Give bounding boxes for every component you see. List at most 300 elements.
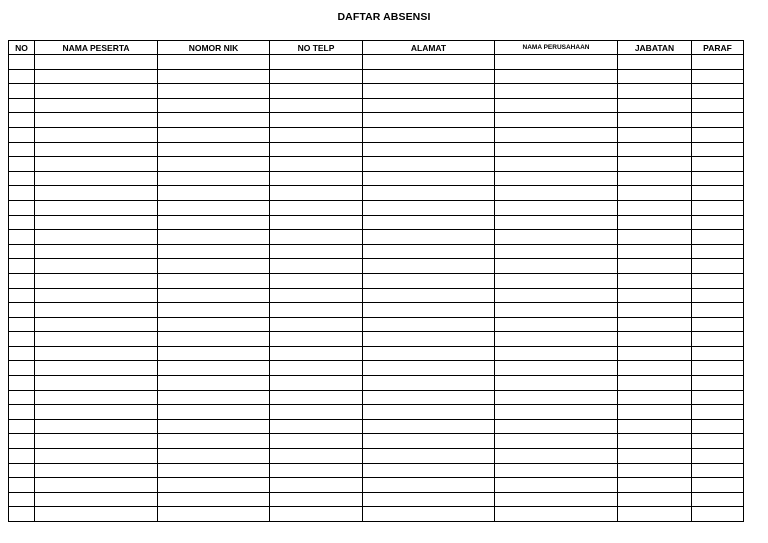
table-row — [9, 376, 744, 391]
table-cell — [9, 98, 35, 113]
table-cell — [618, 434, 692, 449]
table-cell — [363, 215, 495, 230]
table-cell — [692, 332, 744, 347]
table-cell — [618, 478, 692, 493]
table-cell — [495, 142, 618, 157]
table-cell — [363, 449, 495, 464]
table-cell — [158, 317, 270, 332]
table-cell — [270, 507, 363, 522]
table-cell — [363, 84, 495, 99]
table-cell — [270, 288, 363, 303]
table-cell — [363, 492, 495, 507]
table-row — [9, 142, 744, 157]
table-cell — [618, 215, 692, 230]
column-header-paraf: PARAF — [692, 41, 744, 55]
table-cell — [618, 244, 692, 259]
table-cell — [270, 186, 363, 201]
table-cell — [35, 317, 158, 332]
table-cell — [692, 273, 744, 288]
table-cell — [158, 405, 270, 420]
table-cell — [158, 244, 270, 259]
table-row — [9, 405, 744, 420]
table-cell — [495, 84, 618, 99]
table-cell — [618, 419, 692, 434]
table-row — [9, 273, 744, 288]
table-cell — [363, 303, 495, 318]
table-cell — [35, 171, 158, 186]
column-header-nama-perusahaan: NAMA PERUSAHAAN — [495, 41, 618, 55]
table-cell — [9, 215, 35, 230]
table-cell — [158, 157, 270, 172]
table-cell — [618, 390, 692, 405]
table-cell — [35, 127, 158, 142]
table-cell — [692, 142, 744, 157]
table-cell — [9, 288, 35, 303]
table-cell — [363, 332, 495, 347]
table-cell — [363, 230, 495, 245]
table-cell — [618, 376, 692, 391]
table-cell — [618, 127, 692, 142]
table-cell — [9, 361, 35, 376]
table-cell — [9, 142, 35, 157]
table-cell — [618, 142, 692, 157]
table-cell — [35, 463, 158, 478]
table-row — [9, 230, 744, 245]
table-cell — [270, 157, 363, 172]
table-cell — [495, 390, 618, 405]
table-cell — [495, 303, 618, 318]
table-cell — [9, 405, 35, 420]
table-cell — [158, 288, 270, 303]
table-cell — [270, 332, 363, 347]
table-cell — [35, 434, 158, 449]
table-cell — [495, 171, 618, 186]
table-cell — [35, 98, 158, 113]
column-header-nama-peserta: NAMA PESERTA — [35, 41, 158, 55]
table-cell — [618, 113, 692, 128]
table-row — [9, 98, 744, 113]
table-cell — [363, 200, 495, 215]
table-cell — [9, 449, 35, 464]
column-header-alamat: ALAMAT — [363, 41, 495, 55]
table-cell — [618, 303, 692, 318]
table-row — [9, 157, 744, 172]
table-row — [9, 390, 744, 405]
table-cell — [158, 303, 270, 318]
table-cell — [9, 200, 35, 215]
document-title: DAFTAR ABSENSI — [337, 11, 431, 23]
table-cell — [618, 273, 692, 288]
table-cell — [158, 69, 270, 84]
table-row — [9, 84, 744, 99]
table-cell — [270, 142, 363, 157]
table-cell — [35, 419, 158, 434]
table-cell — [363, 390, 495, 405]
table-cell — [35, 230, 158, 245]
table-cell — [495, 317, 618, 332]
table-cell — [363, 259, 495, 274]
table-cell — [270, 492, 363, 507]
table-cell — [495, 507, 618, 522]
table-cell — [363, 55, 495, 70]
table-cell — [35, 157, 158, 172]
table-cell — [692, 157, 744, 172]
table-row — [9, 463, 744, 478]
table-cell — [270, 390, 363, 405]
table-cell — [692, 405, 744, 420]
table-cell — [9, 157, 35, 172]
table-cell — [9, 55, 35, 70]
table-cell — [270, 361, 363, 376]
table-cell — [158, 259, 270, 274]
table-cell — [495, 200, 618, 215]
table-cell — [158, 186, 270, 201]
table-cell — [9, 419, 35, 434]
table-cell — [495, 405, 618, 420]
table-row — [9, 244, 744, 259]
table-cell — [270, 463, 363, 478]
table-cell — [270, 244, 363, 259]
table-cell — [35, 346, 158, 361]
table-cell — [270, 171, 363, 186]
column-header-no-telp: NO TELP — [270, 41, 363, 55]
table-cell — [692, 186, 744, 201]
table-cell — [495, 215, 618, 230]
table-cell — [9, 84, 35, 99]
table-cell — [270, 346, 363, 361]
table-cell — [158, 84, 270, 99]
table-cell — [495, 463, 618, 478]
table-cell — [618, 332, 692, 347]
table-cell — [495, 98, 618, 113]
table-cell — [9, 492, 35, 507]
table-cell — [35, 244, 158, 259]
table-body — [9, 55, 744, 522]
table-cell — [35, 303, 158, 318]
table-cell — [692, 434, 744, 449]
table-cell — [270, 98, 363, 113]
table-cell — [158, 215, 270, 230]
table-cell — [363, 376, 495, 391]
table-cell — [618, 361, 692, 376]
table-row — [9, 507, 744, 522]
table-cell — [363, 463, 495, 478]
table-cell — [618, 55, 692, 70]
table-cell — [363, 419, 495, 434]
table-cell — [35, 55, 158, 70]
table-cell — [363, 98, 495, 113]
table-cell — [618, 492, 692, 507]
table-cell — [35, 405, 158, 420]
table-cell — [270, 405, 363, 420]
table-cell — [35, 288, 158, 303]
table-cell — [9, 390, 35, 405]
table-cell — [692, 492, 744, 507]
table-cell — [9, 69, 35, 84]
table-row — [9, 419, 744, 434]
table-row — [9, 434, 744, 449]
table-cell — [363, 288, 495, 303]
table-cell — [270, 230, 363, 245]
table-cell — [158, 492, 270, 507]
table-cell — [618, 84, 692, 99]
table-row — [9, 317, 744, 332]
table-cell — [495, 259, 618, 274]
table-cell — [158, 230, 270, 245]
table-cell — [35, 332, 158, 347]
table-cell — [495, 434, 618, 449]
table-cell — [363, 317, 495, 332]
table-cell — [158, 390, 270, 405]
table-cell — [35, 215, 158, 230]
table-cell — [692, 244, 744, 259]
table-cell — [35, 186, 158, 201]
table-row — [9, 361, 744, 376]
table-cell — [618, 171, 692, 186]
table-cell — [35, 449, 158, 464]
table-cell — [692, 171, 744, 186]
table-cell — [270, 419, 363, 434]
table-cell — [270, 434, 363, 449]
table-cell — [363, 69, 495, 84]
table-cell — [692, 55, 744, 70]
table-row — [9, 200, 744, 215]
table-cell — [158, 200, 270, 215]
table-cell — [692, 113, 744, 128]
table-cell — [692, 127, 744, 142]
table-cell — [363, 507, 495, 522]
table-cell — [495, 157, 618, 172]
table-cell — [9, 346, 35, 361]
table-cell — [9, 434, 35, 449]
table-cell — [692, 507, 744, 522]
table-cell — [692, 376, 744, 391]
table-cell — [9, 244, 35, 259]
table-cell — [618, 98, 692, 113]
table-row — [9, 346, 744, 361]
table-cell — [158, 332, 270, 347]
table-cell — [618, 186, 692, 201]
table-cell — [618, 69, 692, 84]
table-cell — [495, 361, 618, 376]
table-cell — [692, 346, 744, 361]
column-header-jabatan: JABATAN — [618, 41, 692, 55]
table-cell — [692, 98, 744, 113]
table-cell — [158, 463, 270, 478]
table-cell — [363, 113, 495, 128]
table-cell — [363, 157, 495, 172]
table-cell — [9, 507, 35, 522]
table-cell — [9, 171, 35, 186]
table-cell — [495, 376, 618, 391]
table-cell — [495, 288, 618, 303]
table-cell — [270, 303, 363, 318]
table-cell — [363, 127, 495, 142]
table-cell — [618, 405, 692, 420]
table-cell — [618, 288, 692, 303]
table-row — [9, 186, 744, 201]
table-cell — [363, 405, 495, 420]
table-cell — [363, 142, 495, 157]
table-cell — [495, 113, 618, 128]
table-cell — [35, 113, 158, 128]
table-cell — [495, 346, 618, 361]
column-header-nomor-nik: NOMOR NIK — [158, 41, 270, 55]
column-header-no: NO — [9, 41, 35, 55]
table-cell — [495, 230, 618, 245]
table-cell — [692, 230, 744, 245]
table-cell — [35, 200, 158, 215]
table-cell — [495, 127, 618, 142]
table-cell — [9, 113, 35, 128]
table-cell — [270, 84, 363, 99]
table-cell — [363, 361, 495, 376]
table-cell — [692, 259, 744, 274]
table-cell — [158, 419, 270, 434]
table-cell — [270, 376, 363, 391]
table-cell — [692, 215, 744, 230]
table-row — [9, 113, 744, 128]
table-cell — [9, 186, 35, 201]
table-cell — [618, 157, 692, 172]
table-cell — [618, 230, 692, 245]
table-cell — [158, 376, 270, 391]
table-row — [9, 492, 744, 507]
table-cell — [35, 390, 158, 405]
table-cell — [158, 434, 270, 449]
table-row — [9, 215, 744, 230]
table-cell — [495, 449, 618, 464]
table-cell — [495, 492, 618, 507]
table-cell — [35, 273, 158, 288]
table-cell — [692, 200, 744, 215]
table-cell — [35, 259, 158, 274]
table-cell — [270, 113, 363, 128]
table-cell — [158, 98, 270, 113]
table-cell — [158, 127, 270, 142]
table-cell — [692, 317, 744, 332]
table-cell — [363, 478, 495, 493]
table-cell — [495, 55, 618, 70]
table-cell — [158, 113, 270, 128]
table-cell — [692, 419, 744, 434]
attendance-table — [8, 40, 744, 522]
table-cell — [35, 376, 158, 391]
table-cell — [692, 478, 744, 493]
table-cell — [158, 273, 270, 288]
table-cell — [692, 390, 744, 405]
table-row — [9, 332, 744, 347]
table-cell — [270, 478, 363, 493]
table-cell — [158, 171, 270, 186]
table-cell — [9, 230, 35, 245]
table-cell — [35, 478, 158, 493]
table-cell — [35, 84, 158, 99]
table-cell — [270, 200, 363, 215]
table-cell — [363, 171, 495, 186]
table-cell — [618, 259, 692, 274]
table-cell — [9, 273, 35, 288]
table-cell — [158, 346, 270, 361]
table-cell — [363, 186, 495, 201]
table-cell — [270, 55, 363, 70]
table-cell — [618, 346, 692, 361]
table-row — [9, 69, 744, 84]
table-row — [9, 55, 744, 70]
table-cell — [158, 142, 270, 157]
table-row — [9, 259, 744, 274]
table-cell — [158, 449, 270, 464]
table-cell — [9, 478, 35, 493]
table-cell — [270, 215, 363, 230]
table-cell — [270, 449, 363, 464]
table-cell — [35, 142, 158, 157]
table-row — [9, 303, 744, 318]
table-cell — [618, 449, 692, 464]
table-cell — [363, 346, 495, 361]
table-cell — [618, 507, 692, 522]
table-cell — [9, 463, 35, 478]
table-cell — [495, 69, 618, 84]
table-cell — [692, 69, 744, 84]
table-row — [9, 127, 744, 142]
table-cell — [495, 332, 618, 347]
table-cell — [35, 492, 158, 507]
table-cell — [495, 419, 618, 434]
table-cell — [9, 376, 35, 391]
table-cell — [9, 127, 35, 142]
table-cell — [270, 273, 363, 288]
table-cell — [270, 127, 363, 142]
table-cell — [363, 244, 495, 259]
table-cell — [270, 259, 363, 274]
table-cell — [692, 303, 744, 318]
table-cell — [495, 273, 618, 288]
table-row — [9, 478, 744, 493]
table-cell — [158, 361, 270, 376]
table-cell — [35, 69, 158, 84]
table-cell — [495, 186, 618, 201]
table-cell — [9, 332, 35, 347]
table-cell — [692, 449, 744, 464]
table-cell — [618, 200, 692, 215]
table-cell — [9, 303, 35, 318]
table-cell — [692, 84, 744, 99]
table-row — [9, 171, 744, 186]
table-cell — [158, 478, 270, 493]
table-cell — [363, 273, 495, 288]
table-cell — [158, 507, 270, 522]
table-cell — [692, 361, 744, 376]
table-cell — [363, 434, 495, 449]
table-cell — [495, 244, 618, 259]
table-cell — [270, 317, 363, 332]
table-cell — [495, 478, 618, 493]
table-cell — [692, 463, 744, 478]
table-cell — [9, 259, 35, 274]
table-cell — [692, 288, 744, 303]
table-header-row — [9, 41, 744, 55]
table-row — [9, 288, 744, 303]
table-cell — [9, 317, 35, 332]
table-cell — [35, 361, 158, 376]
table-cell — [270, 69, 363, 84]
table-cell — [618, 463, 692, 478]
table-cell — [158, 55, 270, 70]
table-cell — [35, 507, 158, 522]
table-cell — [618, 317, 692, 332]
table-row — [9, 449, 744, 464]
